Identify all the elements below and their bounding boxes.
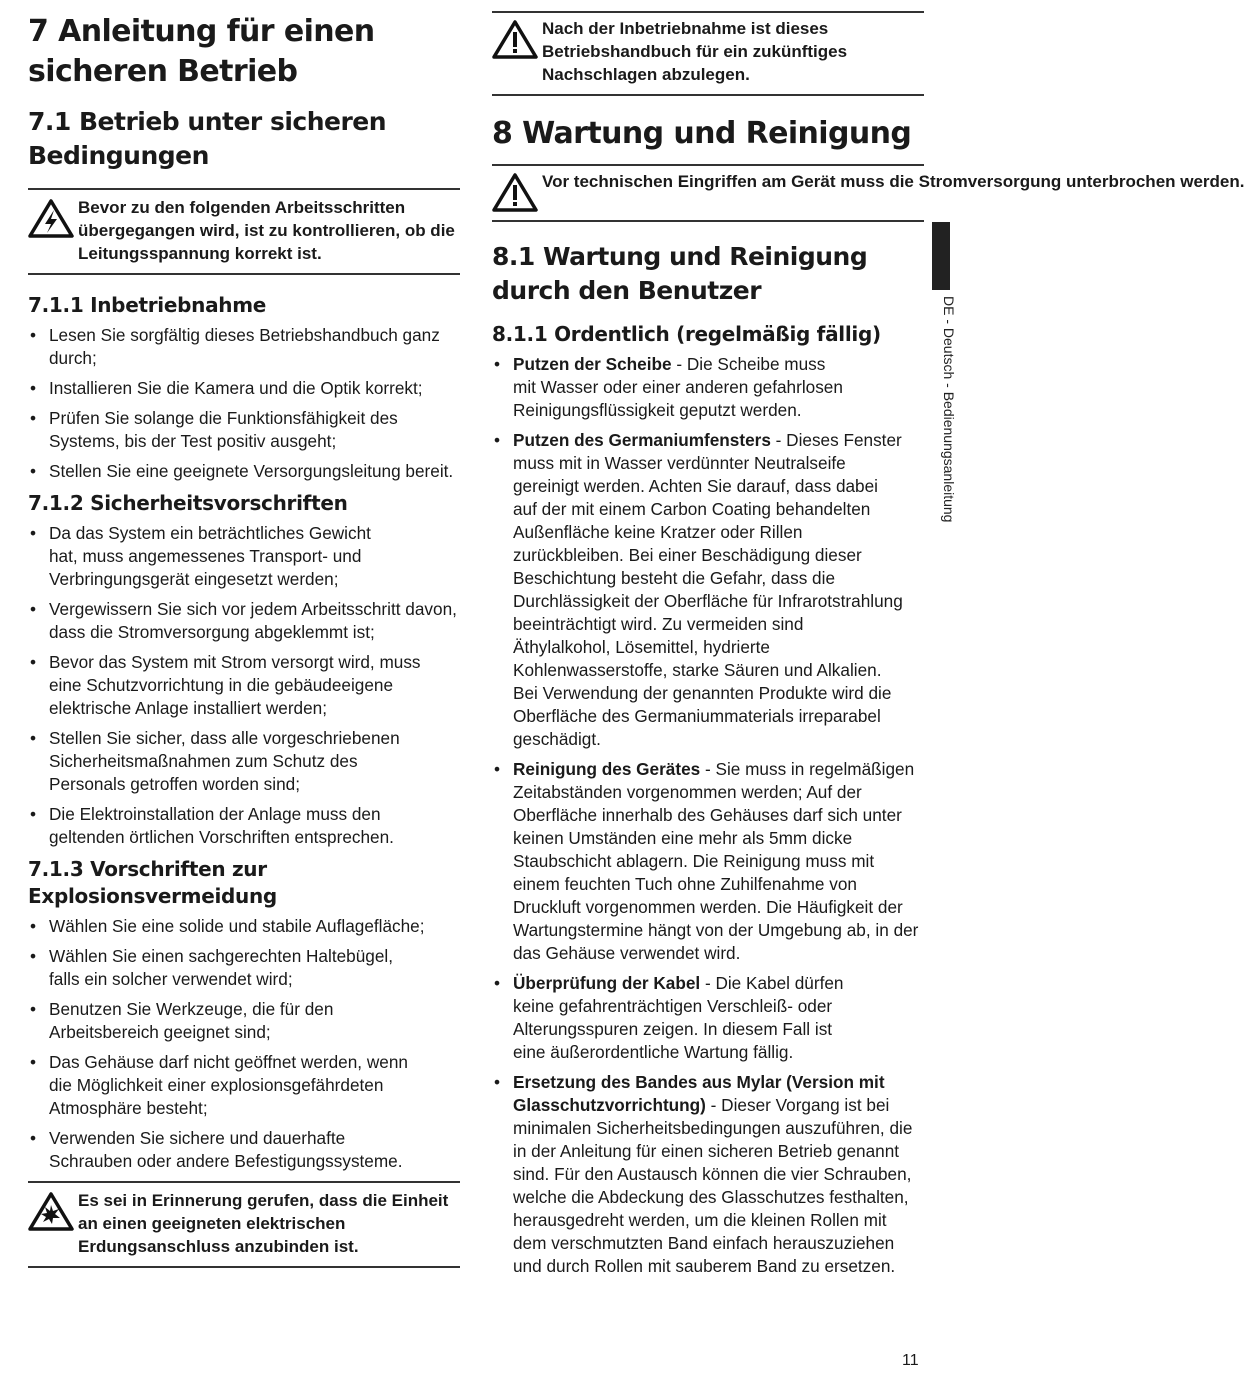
item-lead: Ersetzung des Bandes aus Mylar (Version mit Glasschutzvorrichtung): [513, 1072, 885, 1115]
item-lead: Reinigung des Gerätes: [513, 759, 701, 779]
list-item: • Benutzen Sie Werkzeuge, die für den Arbeitsbereich geeignet sind;: [28, 998, 460, 1044]
maintenance-item-germanium: [492, 429, 924, 751]
maintenance-item-device: [492, 758, 924, 965]
safety-rules-list: [28, 522, 460, 849]
explosion-prevention-list: [28, 915, 460, 1173]
list-item: • Das Gehäuse darf nicht geöffnet werden, wenn die Möglichkeit einer explosionsgefährdeten Atmosphäre besteht;: [28, 1051, 460, 1120]
exclamation-warning-icon: [492, 170, 542, 216]
voltage-warning-text: Bevor zu den folgenden Arbeitsschritten übergegangen wird, ist zu kontrollieren, ob die Leitungsspannung korrekt ist.: [78, 198, 455, 263]
language-tab-marker: [932, 222, 950, 290]
commissioning-list: [28, 324, 460, 483]
explosion-hazard-icon: [28, 1189, 78, 1235]
list-item: • Verwenden Sie sichere und dauerhafte Schrauben oder andere Befestigungssysteme.: [28, 1127, 460, 1173]
maintenance-item-cables: [492, 972, 924, 1064]
subsection-7-1-1-title: 7.1.1 Inbetriebnahme: [28, 293, 267, 317]
side-language-label: DE - Deutsch - Bedienungsanleitung: [941, 296, 957, 523]
subsection-7-1-2-title: 7.1.2 Sicherheitsvorschriften: [28, 491, 348, 515]
item-text: - Die Scheibe muss mit Wasser oder einer anderen gefahrlosen Reinigungsflüssigkeit geputzt werden.: [513, 354, 843, 420]
manual-storage-notice: [492, 11, 924, 96]
power-disconnect-text: Vor technischen Eingriffen am Gerät muss die Stromversorgung unterbrochen werden.: [542, 172, 1245, 191]
list-item: • Installieren Sie die Kamera und die Optik korrekt;: [28, 377, 460, 400]
list-item: • Wählen Sie eine solide und stabile Auflagefläche;: [28, 915, 460, 938]
list-item: • Prüfen Sie solange die Funktionsfähigkeit des Systems, bis der Test positiv ausgeht;: [28, 407, 460, 453]
left-column: [28, 0, 460, 1268]
list-item: • Bevor das System mit Strom versorgt wird, muss eine Schutzvorrichtung in die gebäudeeigene elektrische Anlage installiert werden;: [28, 651, 460, 720]
list-item: • Lesen Sie sorgfältig dieses Betriebshandbuch ganz durch;: [28, 324, 460, 370]
grounding-warning-text: Es sei in Erinnerung gerufen, dass die Einheit an einen geeigneten elektrischen Erdungsanschluss anzubinden ist.: [78, 1191, 449, 1256]
list-item: • Stellen Sie eine geeignete Versorgungsleitung bereit.: [28, 460, 460, 483]
chapter-8-title: 8 Wartung und Reinigung: [492, 116, 912, 151]
chapter-7-title: 7 Anleitung für einen sicheren Betrieb: [28, 14, 375, 89]
item-text: - Sie muss in regelmäßigen Zeitabständen vorgenommen werden; Auf der Oberfläche innerhalb des Gehäuses darf sich unter keinen Umständen eine mehr als 5mm dicke Staubschicht ablagern. Die Reinigung muss mit einem feuchten Tuch ohne Zuhilfenahme von Druckluft vorgenommen werden. Die Häufigkeit der Wartungstermine hängt von der Umgebung ab, in der das Gehäuse verwendet wird.: [513, 759, 919, 963]
item-text: - Die Kabel dürfen keine gefahrenträchtigen Verschleiß- oder Alterungsspuren zeigen. In diesem Fall ist eine äußerordentliche Wartung fällig.: [513, 973, 844, 1062]
item-lead: Überprüfung der Kabel: [513, 973, 701, 993]
maintenance-item-pane: [492, 353, 924, 422]
item-lead: Putzen des Germaniumfensters: [513, 430, 771, 450]
section-7-1-title: 7.1 Betrieb unter sicheren Bedingungen: [28, 107, 387, 170]
electric-hazard-icon: [28, 196, 78, 242]
section-8-1-title: 8.1 Wartung und Reinigung durch den Benutzer: [492, 242, 868, 305]
page-number: 11: [902, 1352, 919, 1369]
voltage-warning-notice: [28, 188, 460, 275]
power-disconnect-notice: [492, 164, 1245, 222]
list-item: • Wählen Sie einen sachgerechten Haltebügel, falls ein solcher verwendet wird;: [28, 945, 460, 991]
subsection-8-1-1-title: 8.1.1 Ordentlich (regelmäßig fällig): [492, 322, 881, 346]
manual-storage-text: Nach der Inbetriebnahme ist dieses Betriebshandbuch für ein zukünftiges Nachschlagen abzulegen.: [542, 19, 848, 84]
list-item: • Stellen Sie sicher, dass alle vorgeschriebenen Sicherheitsmaßnahmen zum Schutz des Personals getroffen worden sind;: [28, 727, 460, 796]
list-item: • Vergewissern Sie sich vor jedem Arbeitsschritt davon, dass die Stromversorgung abgeklemmt ist;: [28, 598, 460, 644]
list-item: • Die Elektroinstallation der Anlage muss den geltenden örtlichen Vorschriften entsprechen.: [28, 803, 460, 849]
exclamation-warning-icon: [492, 17, 542, 63]
item-text: - Dieser Vorgang ist bei minimalen Sicherheitsbedingungen auszuführen, die in der Anleitung für einen sicheren Betrieb genannt sind. Für den Austausch können die vier Schrauben, welche die Abdeckung des Glasschutzes festhalten, herausgedreht werden, um die kleinen Rollen mit dem verschmutzten Band einfach herauszuziehen und durch Rollen mit sauberem Band zu ersetzen.: [513, 1095, 913, 1276]
item-lead: Putzen der Scheibe: [513, 354, 672, 374]
item-text: - Dieses Fenster muss mit in Wasser verdünnter Neutralseife gereinigt werden. Achten Sie darauf, dass dabei auf der mit einem Carbon Coating behandelten Außenfläche keine Kratzer oder Rillen zurückbleiben. Bei einer Beschädigung dieser Beschichtung besteht die Gefahr, dass die Durchlässigkeit der Oberfläche für Infrarotstrahlung beeinträchtigt wird. Zu vermeiden sind Äthylalkohol, Lösemittel, hydrierte Kohlenwasserstoffe, starke Säuren und Alkalien. Bei Verwendung der genannten Produkte wird die Oberfläche des Germaniummaterials irreparabel geschädigt.: [513, 430, 903, 749]
maintenance-list: [492, 353, 924, 1278]
maintenance-item-mylar: [492, 1071, 924, 1278]
list-item: • Da das System ein beträchtliches Gewicht hat, muss angemessenes Transport- und Verbringungsgerät eingesetzt werden;: [28, 522, 460, 591]
grounding-warning-notice: [28, 1181, 460, 1268]
subsection-7-1-3-title: 7.1.3 Vorschriften zur Explosionsvermeidung: [28, 857, 277, 908]
